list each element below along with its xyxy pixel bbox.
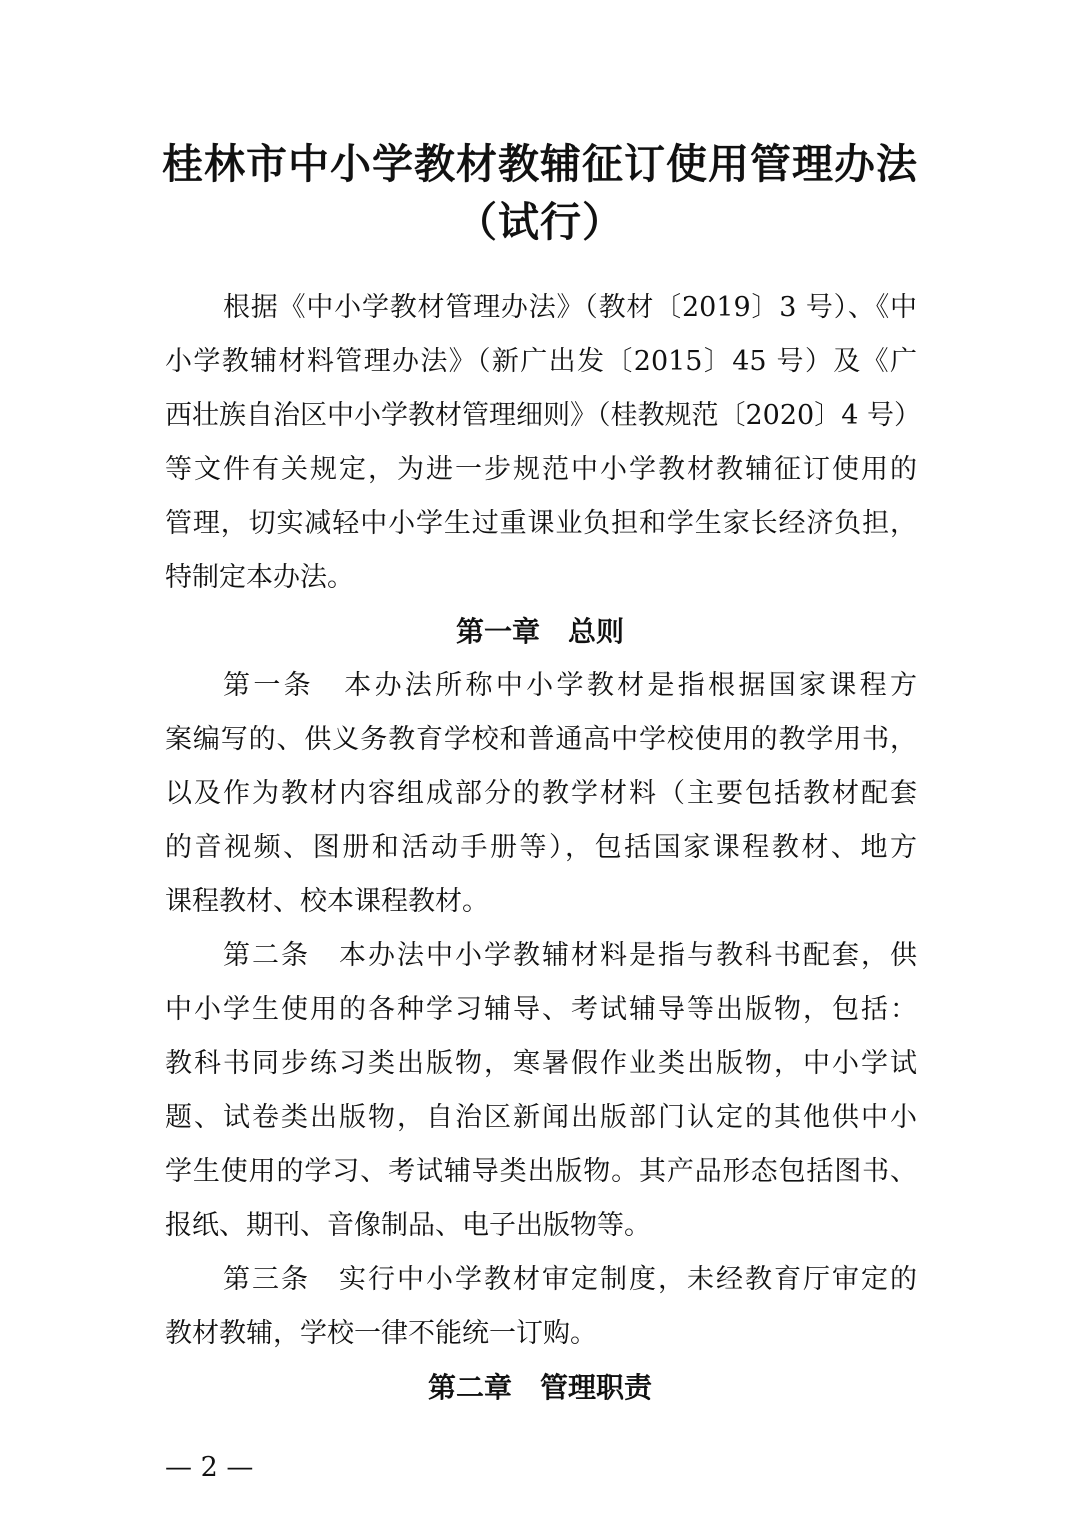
article-line: 的音视频、图册和活动手册等），包括国家课程教材、地方: [165, 832, 917, 863]
chapter-heading-1: 第一章 总则: [455, 615, 624, 648]
preamble-line: 特制定本办法。: [165, 562, 354, 593]
preamble-line: 小学教辅材料管理办法》（新广出发〔2015〕45 号）及《广: [165, 346, 917, 377]
article-line: 教材教辅，学校一律不能统一订购。: [165, 1318, 597, 1349]
article-line: 课程教材、校本课程教材。: [165, 886, 489, 917]
article-line: 题、试卷类出版物，自治区新闻出版部门认定的其他供中小: [165, 1102, 917, 1133]
preamble-line: 西壮族自治区中小学教材管理细则》（桂教规范〔2020〕4 号）: [165, 400, 921, 431]
preamble-line: 等文件有关规定，为进一步规范中小学教材教辅征订使用的: [165, 454, 917, 485]
preamble-line: 根据《中小学教材管理办法》（教材〔2019〕3 号）、《中: [223, 292, 917, 323]
article-line: 学生使用的学习、考试辅导类出版物。其产品形态包括图书、: [165, 1156, 917, 1187]
page-number: — 2 —: [165, 1452, 254, 1483]
document-subtitle: （试行）: [456, 198, 624, 246]
article-line: 案编写的、供义务教育学校和普通高中学校使用的教学用书，: [165, 724, 917, 755]
article-line: 第一条 本办法所称中小学教材是指根据国家课程方: [223, 670, 917, 701]
article-line: 以及作为教材内容组成部分的教学材料（主要包括教材配套: [165, 778, 917, 809]
document-title: 桂林市中小学教材教辅征订使用管理办法: [162, 140, 918, 188]
article-line: 教科书同步练习类出版物，寒暑假作业类出版物，中小学试: [165, 1048, 917, 1079]
preamble-line: 管理，切实减轻中小学生过重课业负担和学生家长经济负担，: [165, 508, 917, 539]
article-line: 中小学生使用的各种学习辅导、考试辅导等出版物，包括：: [165, 994, 917, 1025]
article-line: 第二条 本办法中小学教辅材料是指与教科书配套，供: [223, 940, 917, 971]
chapter-heading-2: 第二章 管理职责: [427, 1371, 652, 1404]
article-line: 报纸、期刊、音像制品、电子出版物等。: [165, 1210, 651, 1241]
article-line: 第三条 实行中小学教材审定制度，未经教育厅审定的: [223, 1264, 917, 1295]
